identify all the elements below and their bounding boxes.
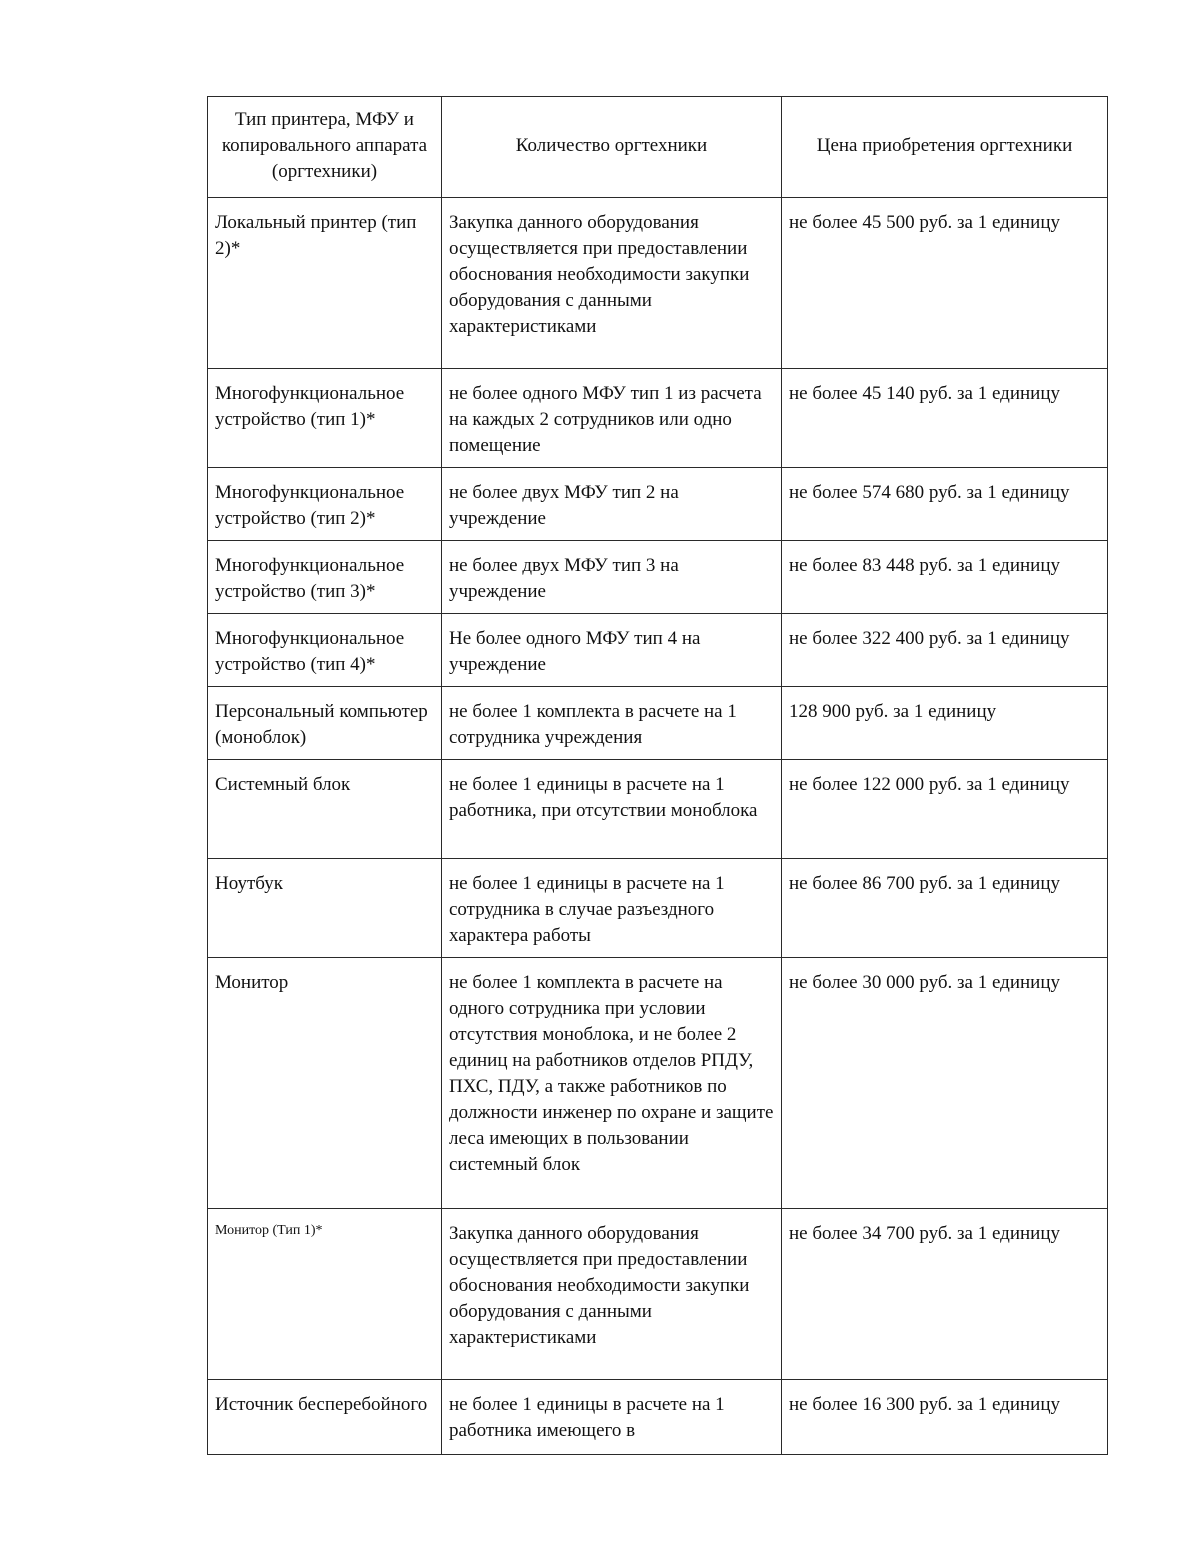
table-row: [208, 958, 1108, 1209]
cell-quantity: не более двух МФУ тип 3 на учреждение: [442, 541, 782, 614]
cell-quantity: Не более одного МФУ тип 4 на учреждение: [442, 614, 782, 687]
table-row: [208, 859, 1108, 958]
cell-quantity: не более 1 единицы в расчете на 1 работника, при отсутствии моноблока: [442, 760, 782, 859]
table-row: [208, 1380, 1108, 1455]
cell-quantity: не более 1 единицы в расчете на 1 сотрудника в случае разъездного характера работы: [442, 859, 782, 958]
table-header-row: [208, 97, 1108, 198]
cell-price: не более 322 400 руб. за 1 единицу: [782, 614, 1108, 687]
cell-equipment-type: Ноутбук: [208, 859, 442, 958]
table-row: [208, 198, 1108, 369]
cell-price: не более 45 140 руб. за 1 единицу: [782, 369, 1108, 468]
cell-equipment-type: Многофункциональное устройство (тип 3)*: [208, 541, 442, 614]
cell-equipment-type: Персональный компьютер (моноблок): [208, 687, 442, 760]
table-row: [208, 687, 1108, 760]
cell-equipment-type: Многофункциональное устройство (тип 1)*: [208, 369, 442, 468]
cell-price: не более 34 700 руб. за 1 единицу: [782, 1209, 1108, 1380]
table-row: [208, 369, 1108, 468]
header-equipment-type: Тип принтера, МФУ и копировального аппарата (оргтехники): [208, 97, 442, 198]
cell-price: 128 900 руб. за 1 единицу: [782, 687, 1108, 760]
cell-quantity: не более 1 комплекта в расчете на 1 сотрудника учреждения: [442, 687, 782, 760]
cell-price: не более 83 448 руб. за 1 единицу: [782, 541, 1108, 614]
cell-quantity: Закупка данного оборудования осуществляется при предоставлении обоснования необходимости закупки оборудования с данными характеристиками: [442, 1209, 782, 1380]
cell-quantity: не более 1 комплекта в расчете на одного сотрудника при условии отсутствия моноблока, и не более 2 единиц на работников отделов РПДУ, ПХС, ПДУ, а также работников по должности инженер по охране и защите леса имеющих в пользовании системный блок: [442, 958, 782, 1209]
cell-price: не более 16 300 руб. за 1 единицу: [782, 1380, 1108, 1455]
cell-quantity: не более двух МФУ тип 2 на учреждение: [442, 468, 782, 541]
table-row: [208, 468, 1108, 541]
cell-quantity: не более одного МФУ тип 1 из расчета на каждых 2 сотрудников или одно помещение: [442, 369, 782, 468]
cell-equipment-type: Локальный принтер (тип 2)*: [208, 198, 442, 369]
cell-price: не более 30 000 руб. за 1 единицу: [782, 958, 1108, 1209]
header-price: Цена приобретения оргтехники: [782, 97, 1108, 198]
cell-equipment-type: Системный блок: [208, 760, 442, 859]
cell-quantity: Закупка данного оборудования осуществляется при предоставлении обоснования необходимости закупки оборудования с данными характеристиками: [442, 198, 782, 369]
cell-price: не более 122 000 руб. за 1 единицу: [782, 760, 1108, 859]
cell-price: не более 45 500 руб. за 1 единицу: [782, 198, 1108, 369]
cell-price: не более 86 700 руб. за 1 единицу: [782, 859, 1108, 958]
cell-equipment-type: Монитор: [208, 958, 442, 1209]
table-row: [208, 614, 1108, 687]
equipment-price-table: [207, 96, 1108, 1455]
cell-equipment-type: Многофункциональное устройство (тип 4)*: [208, 614, 442, 687]
cell-quantity: не более 1 единицы в расчете на 1 работника имеющего в: [442, 1380, 782, 1455]
cell-price: не более 574 680 руб. за 1 единицу: [782, 468, 1108, 541]
header-quantity: Количество оргтехники: [442, 97, 782, 198]
table-row: [208, 541, 1108, 614]
table-row: [208, 760, 1108, 859]
cell-equipment-type: Источник бесперебойного: [208, 1380, 442, 1455]
cell-equipment-type: Монитор (Тип 1)*: [208, 1209, 442, 1380]
table-row: [208, 1209, 1108, 1380]
cell-equipment-type: Многофункциональное устройство (тип 2)*: [208, 468, 442, 541]
